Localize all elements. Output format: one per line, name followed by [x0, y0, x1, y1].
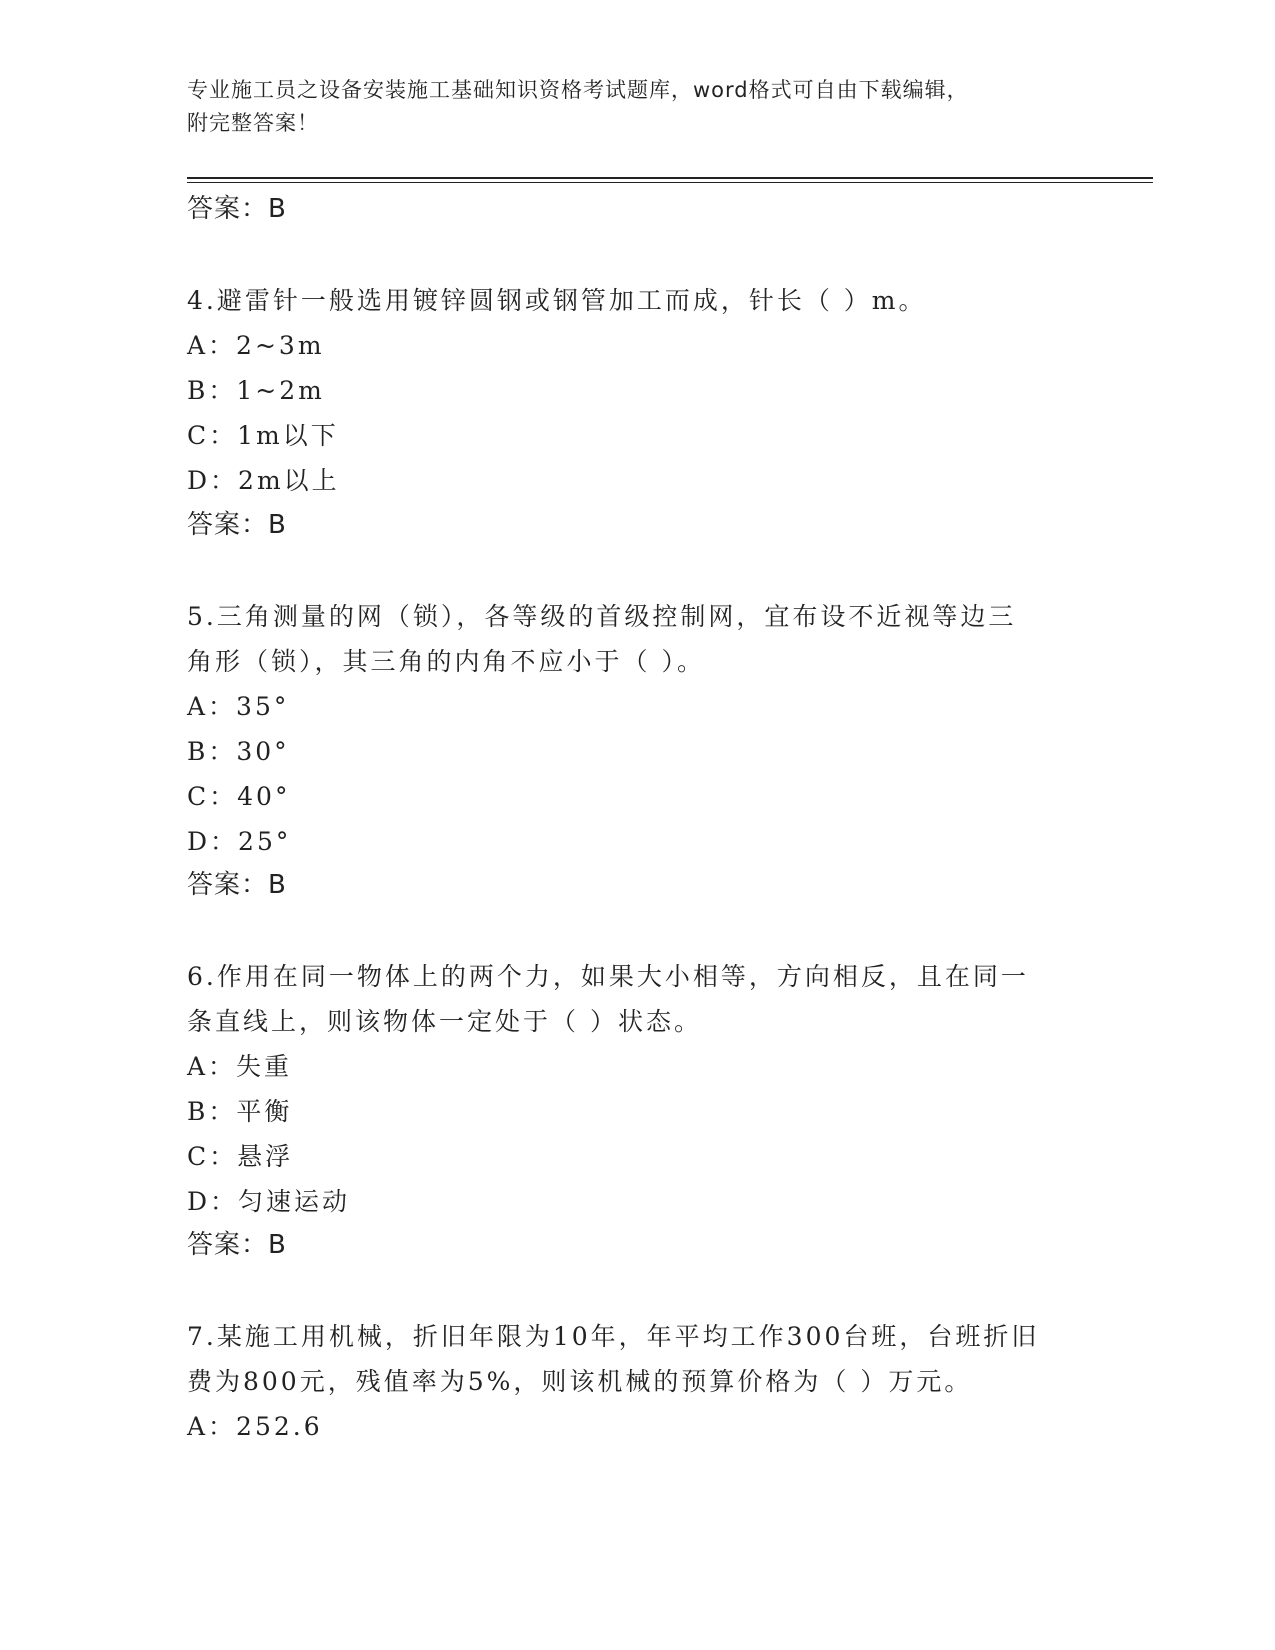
question-6-answer: 答案：B [187, 1230, 287, 1260]
question-6-stem-1: 6.作用在同一物体上的两个力，如果大小相等，方向相反，且在同一 [187, 962, 1029, 991]
question-4-stem: 4.避雷针一般选用镀锌圆钢或钢管加工而成，针长（ ）m。 [187, 286, 927, 315]
question-5-option-b: B：30° [187, 737, 290, 766]
question-4-option-d: D：2m以上 [187, 466, 340, 495]
document-header [187, 74, 1067, 140]
question-4-option-c: C：1m以下 [187, 421, 339, 450]
question-5-stem-1: 5.三角测量的网（锁），各等级的首级控制网，宜布设不近视等边三 [187, 602, 1017, 631]
answer-line: 答案：B [187, 194, 287, 224]
header-rule [187, 177, 1153, 179]
question-4-answer: 答案：B [187, 510, 287, 540]
header-rule-thin [187, 182, 1153, 183]
question-6-stem-2: 条直线上，则该物体一定处于（ ）状态。 [187, 1007, 702, 1036]
header-line-1: 专业施工员之设备安装施工基础知识资格考试题库，word格式可自由下载编辑， [187, 78, 969, 102]
question-5-stem-2: 角形（锁），其三角的内角不应小于（ ）。 [187, 647, 705, 676]
question-5-answer: 答案：B [187, 870, 287, 900]
question-5-option-c: C：40° [187, 782, 291, 811]
question-7-stem-1: 7.某施工用机械，折旧年限为10年，年平均工作300台班，台班折旧 [187, 1322, 1040, 1351]
question-6-option-a: A：失重 [187, 1052, 293, 1081]
question-6-option-b: B：平衡 [187, 1097, 293, 1126]
question-4-option-b: B：1~2m [187, 376, 325, 405]
question-7-option-a: A：252.6 [187, 1412, 323, 1441]
question-7-stem-2: 费为800元，残值率为5%，则该机械的预算价格为（ ）万元。 [187, 1367, 973, 1396]
question-5-option-a: A：35° [187, 692, 290, 721]
header-line-2: 附完整答案！ [187, 111, 319, 135]
question-5-option-d: D：25° [187, 827, 292, 856]
question-6-option-c: C：悬浮 [187, 1142, 294, 1171]
question-4-option-a: A：2~3m [187, 331, 325, 360]
question-6-option-d: D：匀速运动 [187, 1187, 351, 1216]
